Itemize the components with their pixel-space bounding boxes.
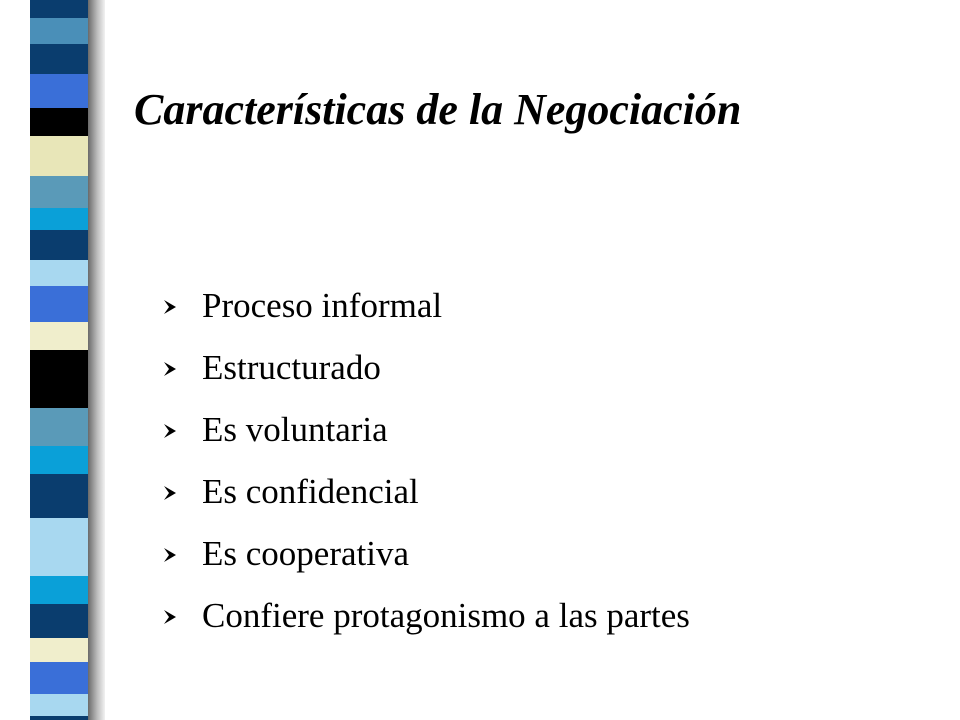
strip-block	[30, 18, 88, 44]
bullet-text: Confiere protagonismo a las partes	[202, 596, 690, 635]
strip-block	[30, 716, 88, 720]
strip-block	[30, 694, 88, 716]
strip-block	[30, 176, 88, 208]
strip-block	[30, 474, 88, 518]
bullet-text: Es voluntaria	[202, 410, 388, 449]
arrowhead-bullet-icon	[162, 485, 178, 501]
strip-shadow	[88, 0, 105, 720]
arrowhead-bullet-icon	[162, 423, 178, 439]
strip-block	[30, 322, 88, 350]
strip-block	[30, 446, 88, 474]
strip-block	[30, 350, 88, 408]
strip-block	[30, 408, 88, 446]
bullet-list	[162, 277, 922, 649]
strip-block	[30, 230, 88, 260]
strip-block	[30, 108, 88, 136]
strip-block	[30, 208, 88, 230]
bullet-text: Proceso informal	[202, 286, 443, 325]
arrowhead-bullet-icon	[162, 299, 178, 315]
strip-blocks	[30, 0, 88, 720]
list-item	[162, 277, 922, 339]
strip-block	[30, 136, 88, 176]
strip-block	[30, 44, 88, 74]
list-item	[162, 401, 922, 463]
bullet-text: Es confidencial	[202, 472, 419, 511]
bullet-text: Es cooperativa	[202, 534, 409, 573]
strip-block	[30, 518, 88, 576]
list-item	[162, 587, 922, 649]
strip-block	[30, 0, 88, 18]
list-item	[162, 339, 922, 401]
arrowhead-bullet-icon	[162, 609, 178, 625]
strip-margin	[0, 0, 30, 720]
bullet-text: Estructurado	[202, 348, 381, 387]
list-item	[162, 463, 922, 525]
arrowhead-bullet-icon	[162, 361, 178, 377]
list-item	[162, 525, 922, 587]
arrowhead-bullet-icon	[162, 547, 178, 563]
strip-block	[30, 604, 88, 638]
strip-block	[30, 286, 88, 322]
strip-block	[30, 638, 88, 662]
strip-block	[30, 260, 88, 286]
strip-block	[30, 74, 88, 108]
decorative-color-strip	[0, 0, 105, 720]
slide-title: Características de la Negociación	[134, 85, 742, 134]
strip-block	[30, 576, 88, 604]
strip-block	[30, 662, 88, 694]
